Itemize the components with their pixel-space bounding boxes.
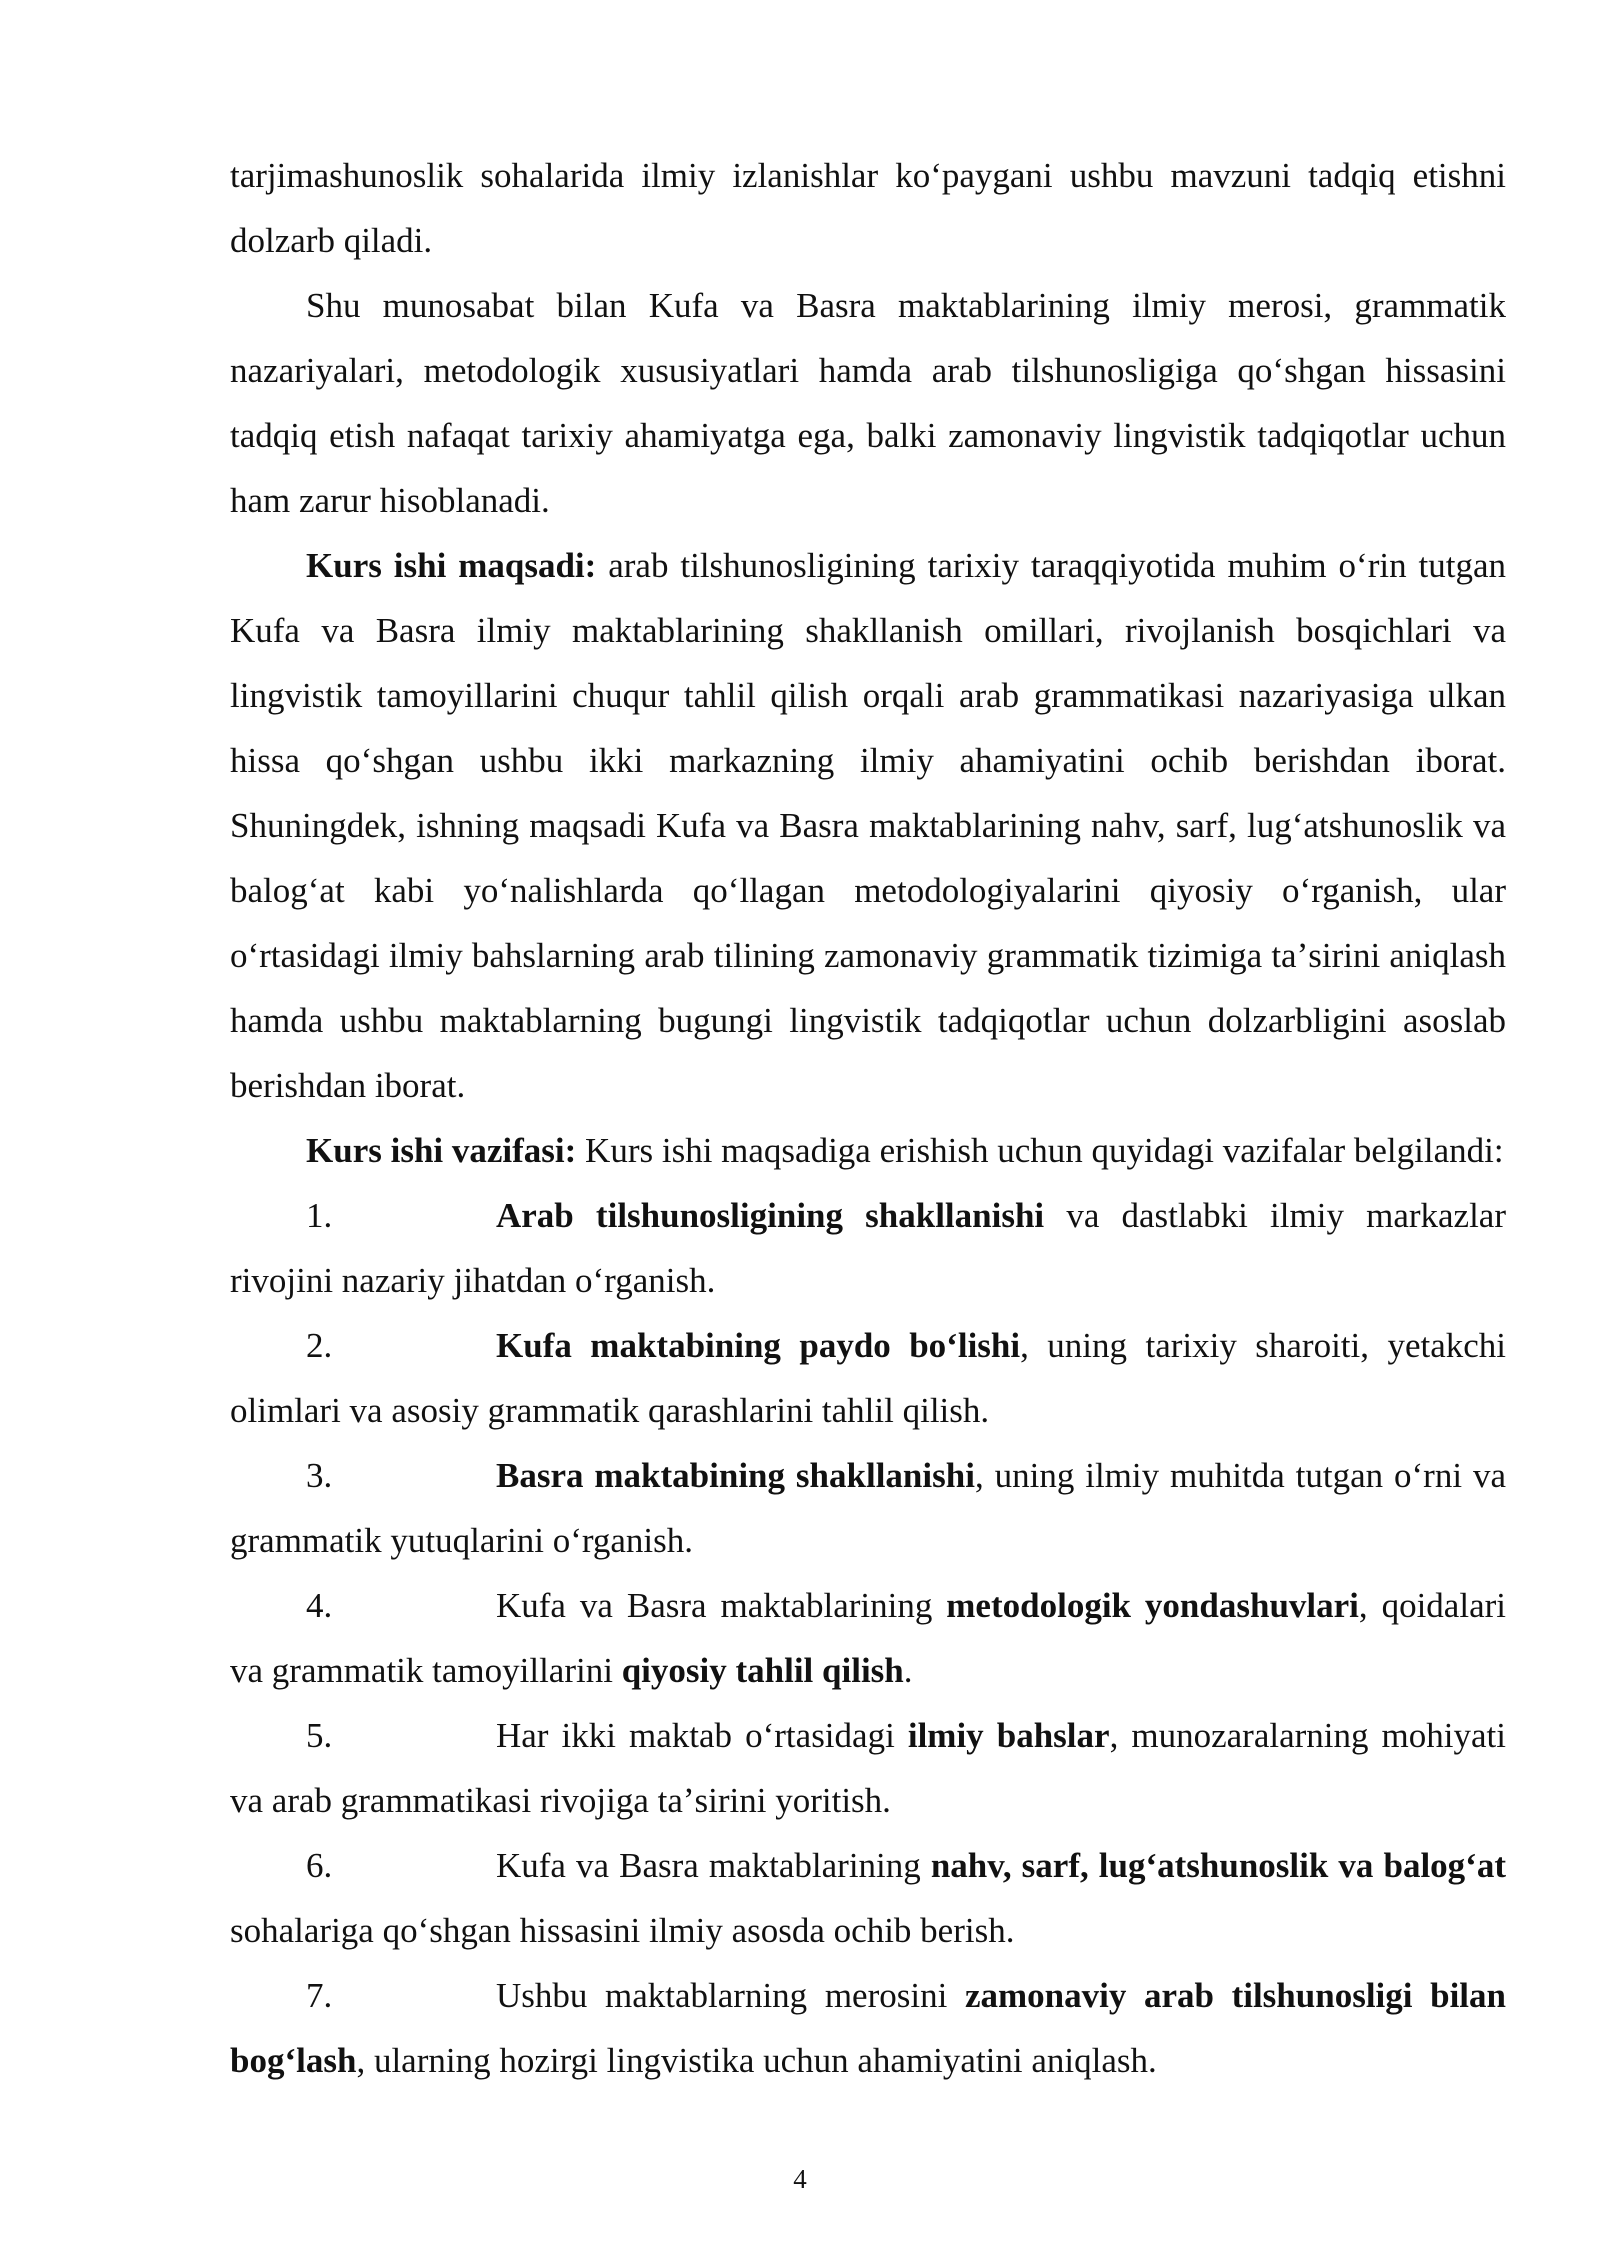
task-text: Kufa va Basra maktablarining — [496, 1846, 931, 1885]
task-bold-text: ilmiy bahslar — [907, 1716, 1110, 1755]
task-item-4 — [230, 1573, 1506, 1703]
task-item-3 — [230, 1443, 1506, 1573]
task-number: 4. — [306, 1586, 333, 1625]
task-bold-text: Basra maktabining shakllanishi — [496, 1456, 975, 1495]
task-number: 1. — [306, 1196, 333, 1235]
paragraph-intro-continuation: tarjimashunoslik sohalarida ilmiy izlanishlar koʻpaygani ushbu mavzuni tadqiq etishni dolzarb qiladi. — [230, 156, 1506, 260]
document-body — [230, 143, 1506, 2093]
task-text: va dastlabki ilmiy markazlar rivojini nazariy jihatdan oʻrganish. — [230, 1196, 1506, 1300]
task-number: 2. — [306, 1326, 333, 1365]
task-item-7 — [230, 1963, 1506, 2093]
task-text: , qoidalari va grammatik tamoyillarini — [230, 1586, 1506, 1690]
task-text: Ushbu maktablarning merosini — [496, 1976, 965, 2015]
task-text: . — [903, 1651, 913, 1690]
task-item-6 — [230, 1833, 1506, 1963]
task-bold-text: zamonaviy arab tilshunosligi bilan bogʻlash — [230, 1976, 1506, 2080]
task-bold-text: qiyosiy tahlil qilish — [621, 1651, 904, 1690]
task-item-1 — [230, 1183, 1506, 1313]
task-number: 3. — [306, 1456, 333, 1495]
task-bold-text: Kufa maktabining paydo boʻlishi — [496, 1326, 1021, 1365]
task-bold-text: metodologik yondashuvlari — [946, 1586, 1359, 1625]
course-goal-text: arab tilshunosligining tarixiy taraqqiyotida muhim oʻrin tutgan Kufa va Basra ilmiy maktablarining shakllanish omillari, rivojlanish bosqichlari va lingvistik tamoyillarini chuqur tahlil qilish orqali arab grammatikasi nazariyasiga ulkan hissa qoʻshgan ushbu ikki markazning ilmiy ahamiyatini ochib berishdan iborat. Shuningdek, ishning maqsadi Kufa va Basra maktablarining nahv, sarf, lugʻatshunoslik va balogʻat kabi yoʻnalishlarda qoʻllagan metodologiyalarini qiyosiy oʻrganish, ular oʻrtasidagi ilmiy bahslarning arab tilining zamonaviy grammatik tizimiga taʼsirini aniqlash hamda ushbu maktablarning bugungi lingvistik tadqiqotlar uchun dolzarbligini asoslab berishdan iborat. — [230, 546, 1506, 1105]
course-goal-label: Kurs ishi maqsadi: — [306, 546, 597, 585]
task-text: , uning tarixiy sharoiti, yetakchi olimlari va asosiy grammatik qarashlarini tahlil qilish. — [230, 1326, 1506, 1430]
page-number: 4 — [793, 2164, 807, 2194]
paragraph-course-tasks — [230, 1118, 1506, 1183]
course-tasks-label: Kurs ishi vazifasi: — [306, 1131, 577, 1170]
paragraph-course-goal — [230, 533, 1506, 1118]
task-bold-text: nahv, sarf, lugʻatshunoslik va balogʻat — [930, 1846, 1506, 1885]
paragraph-relevance: Shu munosabat bilan Kufa va Basra maktablarining ilmiy merosi, grammatik nazariyalari, metodologik xususiyatlari hamda arab tilshunosligiga qoʻshgan hissasini tadqiq etish nafaqat tarixiy ahamiyatga ega, balki zamonaviy lingvistik tadqiqotlar uchun ham zarur hisoblanadi. — [230, 286, 1506, 520]
task-text: Har ikki maktab oʻrtasidagi — [496, 1716, 908, 1755]
task-number: 6. — [306, 1846, 333, 1885]
task-bold-text: Arab tilshunosligining shakllanishi — [496, 1196, 1045, 1235]
task-text: , ularning hozirgi lingvistika uchun ahamiyatini aniqlash. — [356, 2041, 1157, 2080]
course-tasks-text: Kurs ishi maqsadiga erishish uchun quyidagi vazifalar belgilandi: — [576, 1131, 1504, 1170]
task-text: sohalariga qoʻshgan hissasini ilmiy asosda ochib berish. — [230, 1911, 1015, 1950]
task-number: 7. — [306, 1976, 333, 2015]
task-item-5 — [230, 1703, 1506, 1833]
task-text: , munozaralarning mohiyati va arab grammatikasi rivojiga taʼsirini yoritish. — [230, 1716, 1506, 1820]
task-text: Kufa va Basra maktablarining — [496, 1586, 947, 1625]
task-number: 5. — [306, 1716, 333, 1755]
task-item-2 — [230, 1313, 1506, 1443]
task-text: , uning ilmiy muhitda tutgan oʻrni va grammatik yutuqlarini oʻrganish. — [230, 1456, 1506, 1560]
